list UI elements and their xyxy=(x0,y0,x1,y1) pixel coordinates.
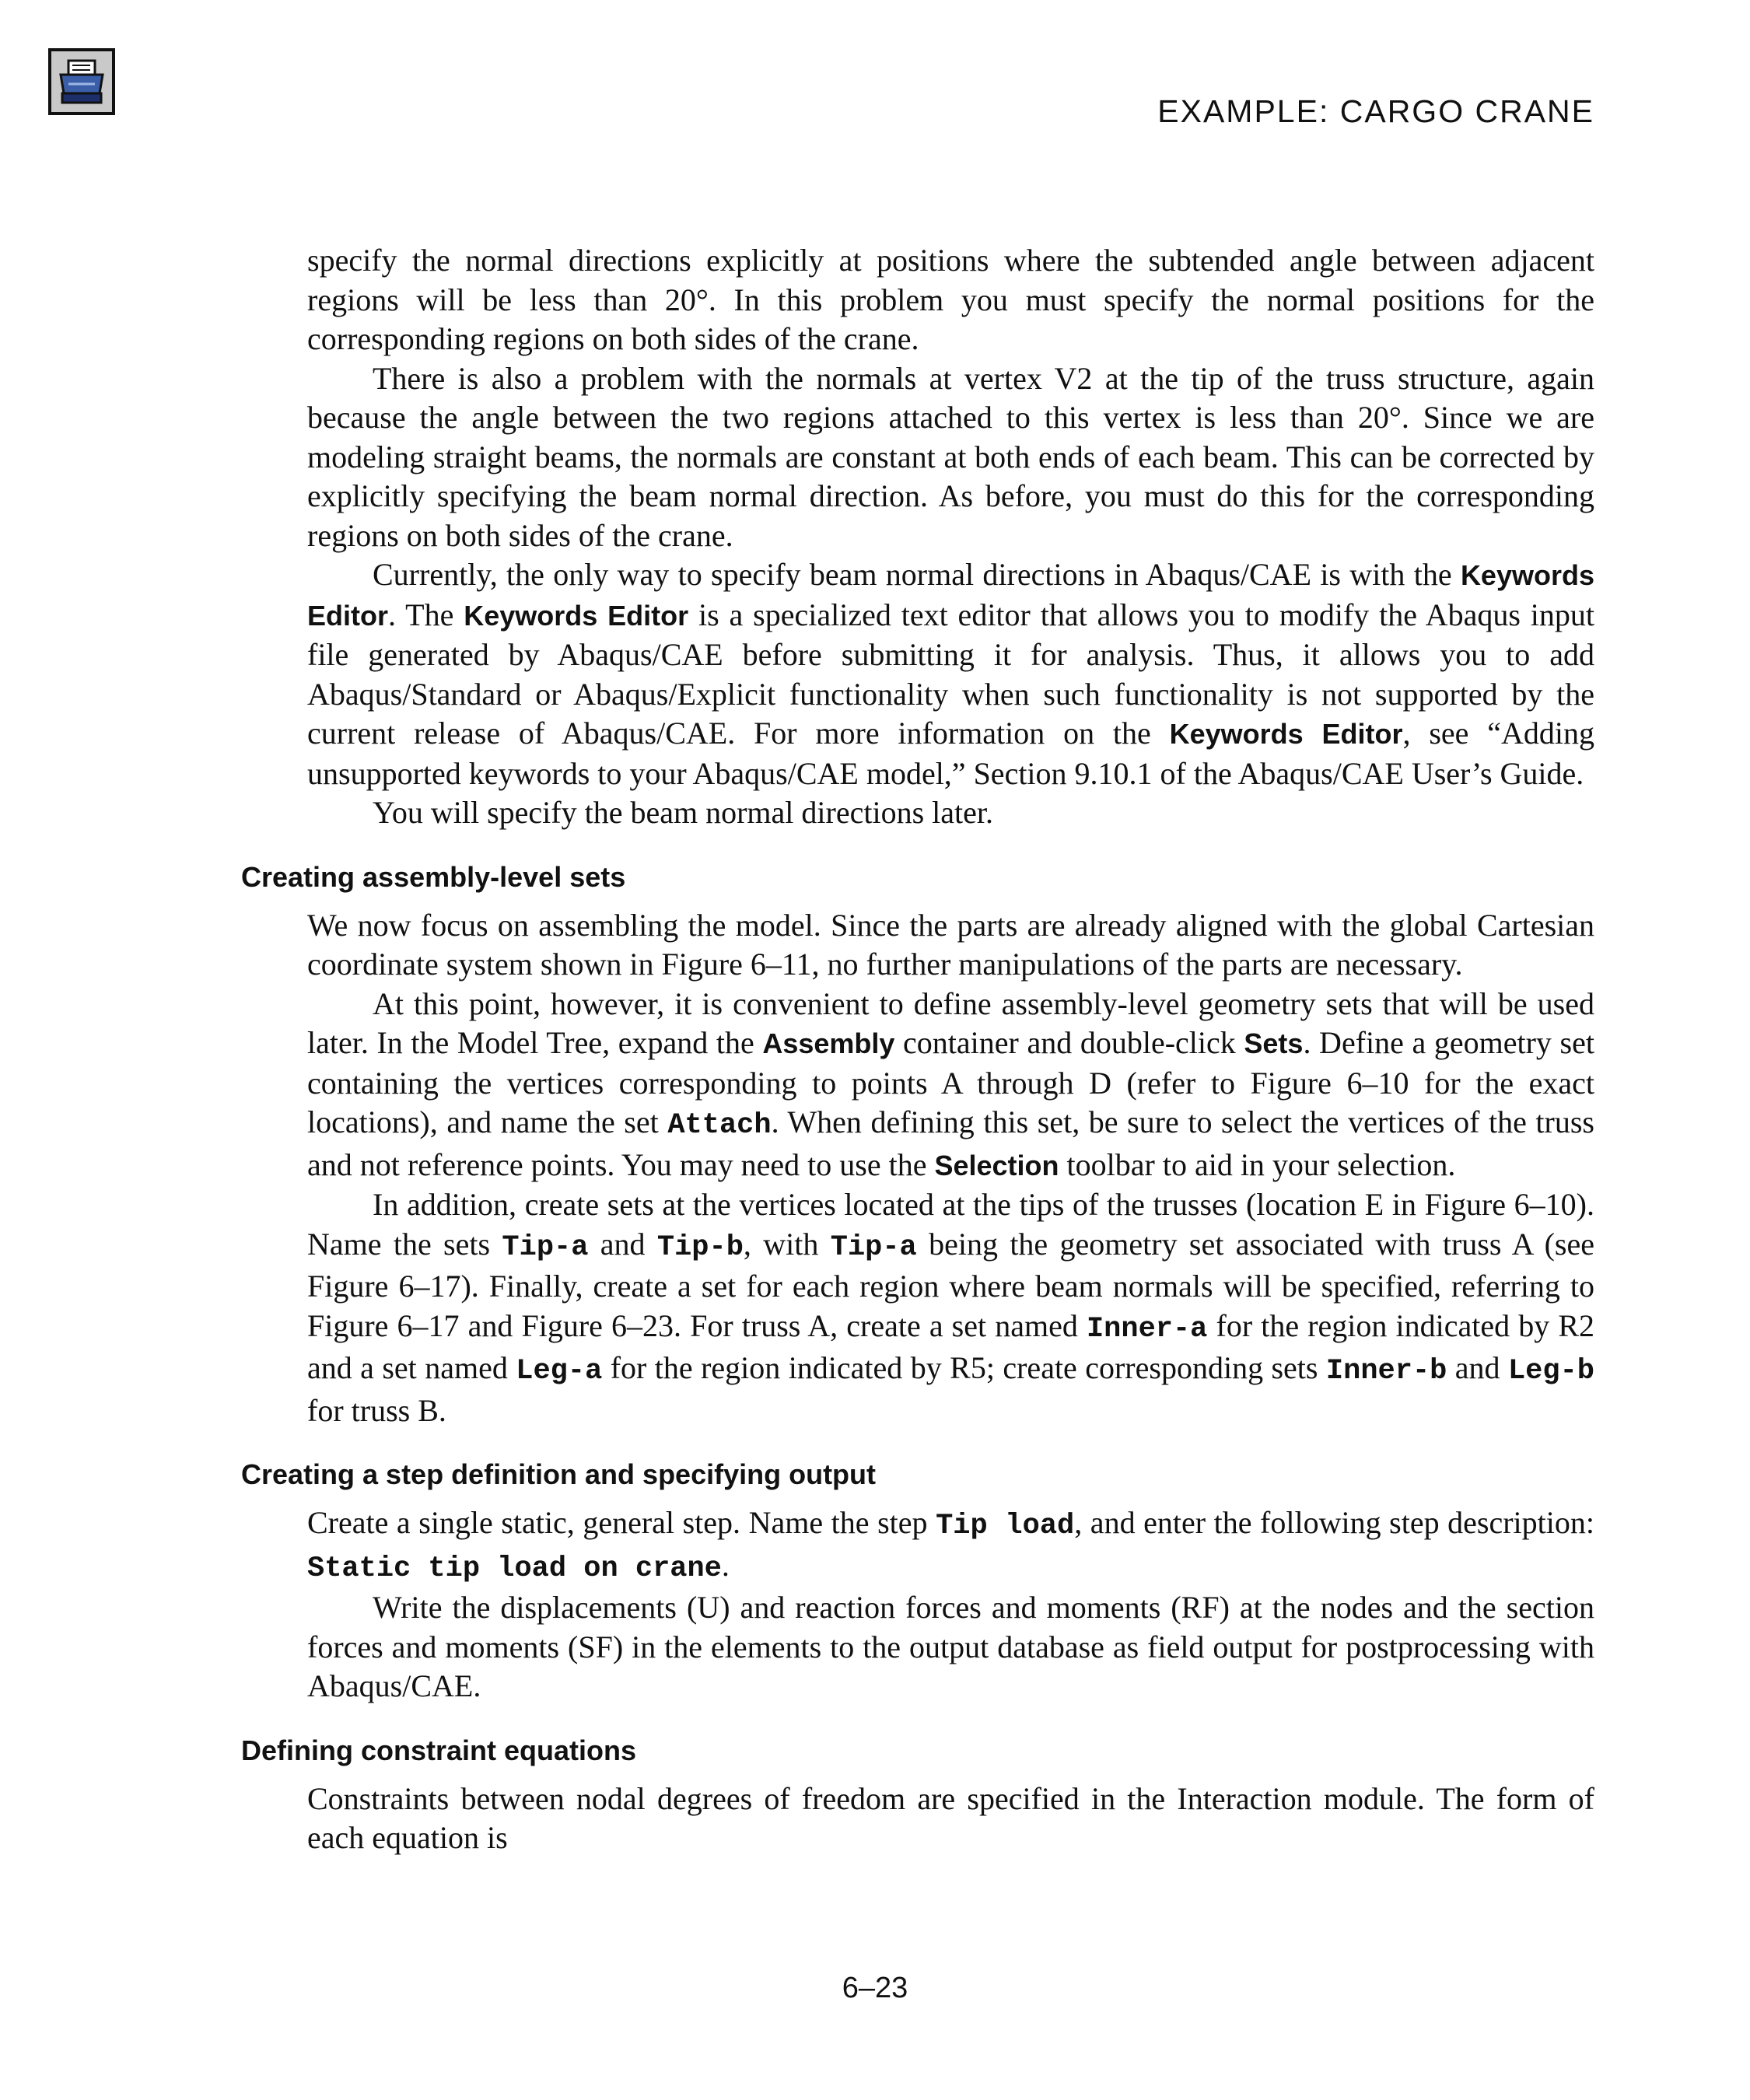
text-run: for the region indicated by R2 and a set named xyxy=(307,1307,1594,1385)
paragraph-normal-directions: specify the normal directions explicitly at positions where the subtended angle between adjacent regions will be less than 20°. In this problem you must specify the normal positions for the corresponding regions on both sides of the crane. xyxy=(307,243,1594,356)
text-run: At this point, however, it is convenient to define assembly-level geometry sets that will be used later. In the Model Tree, expand the xyxy=(307,985,1594,1060)
code-tip-a: Tip-a xyxy=(502,1230,589,1264)
text-run: . When defining this set, be sure to select the vertices of the truss and not reference points. You may need to use the xyxy=(307,1104,1594,1182)
keywords-editor-term: Keywords Editor xyxy=(464,599,689,632)
text-run: for the region indicated by R5; create corresponding sets xyxy=(602,1350,1326,1385)
paragraph-vertex-v2: There is also a problem with the normals at vertex V2 at the tip of the truss structure, again because the angle between the two regions attached to this vertex is less than 20°. Since we are modeling straight beams, the normals are constant at both ends of each beam. This can be corrected by explicitly specifying the beam normal direction. As before, you must do this for the corresponding regions on both sides of the crane. xyxy=(307,360,1594,553)
paragraph-assembling: We now focus on assembling the model. Since the parts are already aligned with the global Cartesian coordinate system shown in Figure 6–11, no further manipulations of the parts are necessary. xyxy=(307,907,1594,982)
code-inner-b: Inner-b xyxy=(1325,1355,1447,1388)
text-run: toolbar to aid in your selection. xyxy=(1059,1146,1456,1182)
heading-constraint-equations: Defining constraint equations xyxy=(241,1734,637,1766)
keywords-editor-term: Keywords Editor xyxy=(1169,718,1403,750)
assembly-term: Assembly xyxy=(762,1027,895,1059)
text-run: and xyxy=(1447,1350,1508,1385)
paragraph-field-output: Write the displacements (U) and reaction forces and moments (RF) at the nodes and the section forces and moments (SF) in the elements to the output database as field output for postprocessing with Abaqus/CAE. xyxy=(307,1590,1594,1703)
page-number: 6–23 xyxy=(842,1972,908,2004)
text-run: is a specialized text editor that allows you to modify the Abaqus input file generated by Abaqus/CAE before submitting it for analysis. Thus, it allows you to add Abaqus/Standard or Abaqus/Explicit functionality when such functionality is not supported by the current release of Abaqus/CAE. For more information on the xyxy=(307,597,1594,751)
page-content xyxy=(0,241,1750,1858)
text-run: . The xyxy=(388,597,464,632)
code-tip-a: Tip-a xyxy=(830,1230,917,1264)
text-run: Currently, the only way to specify beam normal directions in Abaqus/CAE is with the xyxy=(373,557,1461,592)
text-run: , and enter the following step description: xyxy=(1074,1505,1594,1540)
printer-icon xyxy=(51,51,112,112)
text-run: for truss B. xyxy=(307,1392,446,1428)
text-run: being the geometry set associated with truss A (see Figure 6–17). Finally, create a set for each region where beam normals will be specified, referring to Figure 6–17 and Figure 6–23. For truss A, create a set named xyxy=(307,1226,1594,1343)
code-step-description: Static tip load on crane xyxy=(307,1552,722,1585)
text-run: . Define a geometry set containing the vertices corresponding to points A through D (refer to Figure 6–10 for the exact locations), and name the set xyxy=(307,1025,1594,1139)
code-leg-a: Leg-a xyxy=(516,1355,603,1388)
paragraph-keywords-editor xyxy=(307,555,1594,793)
paragraph-constraints: Constraints between nodal degrees of freedom are specified in the Interaction module. The form of each equation is xyxy=(307,1780,1594,1855)
text-run: , with xyxy=(743,1226,831,1262)
keywords-editor-term: Keywords Editor xyxy=(307,559,1594,632)
running-head: EXAMPLE: CARGO CRANE xyxy=(1157,93,1594,129)
paragraph-static-step xyxy=(307,1503,1594,1588)
text-run: , see “Adding unsupported keywords to your Abaqus/CAE model,” Section 9.10.1 of the Abaqus/CAE User’s Guide. xyxy=(307,716,1594,791)
code-leg-b: Leg-b xyxy=(1507,1355,1594,1388)
selection-term: Selection xyxy=(934,1149,1059,1181)
paragraph-tip-sets xyxy=(307,1185,1594,1430)
paragraph-geometry-sets xyxy=(307,985,1594,1186)
code-tip-load: Tip load xyxy=(936,1510,1075,1542)
text-run: and xyxy=(588,1226,657,1262)
code-inner-a: Inner-a xyxy=(1086,1312,1208,1346)
heading-step-definition: Creating a step definition and specifying output xyxy=(241,1458,877,1490)
text-run: container and double-click xyxy=(894,1025,1244,1060)
heading-assembly-level-sets: Creating assembly-level sets xyxy=(241,860,626,893)
code-attach: Attach xyxy=(667,1109,772,1142)
code-tip-b: Tip-b xyxy=(656,1230,744,1264)
text-run: In addition, create sets at the vertices located at the tips of the trusses (location E in Figure 6–10). Name the sets xyxy=(307,1187,1594,1262)
print-button[interactable] xyxy=(48,48,115,115)
text-run: . xyxy=(721,1547,730,1583)
paragraph-specify-later: You will specify the beam normal directions later. xyxy=(373,795,993,830)
sets-term: Sets xyxy=(1244,1027,1304,1059)
text-run: Create a single static, general step. Name the step xyxy=(307,1505,936,1540)
